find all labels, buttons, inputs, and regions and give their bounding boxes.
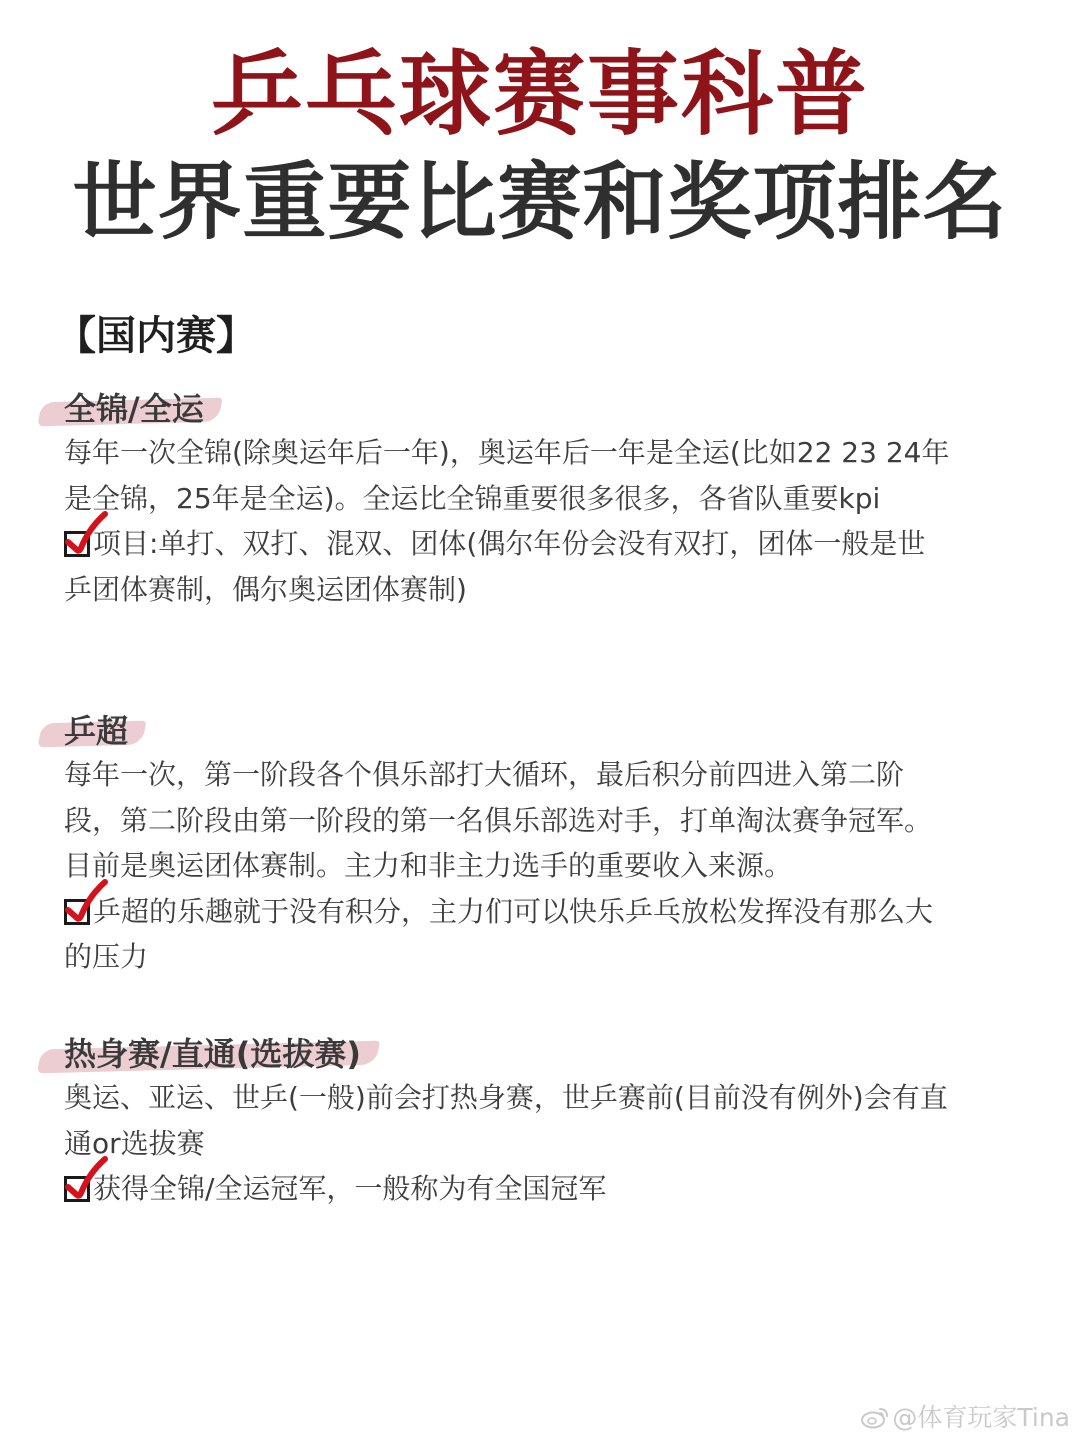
paragraph-line: 每年一次全锦(除奥运年后一年)，奥运年后一年是全运(比如22 23 24年	[64, 436, 950, 469]
red-check-mark-icon	[64, 531, 90, 557]
block-quanjin-quanyun	[64, 386, 1024, 612]
watermark-text: @体育玩家Tina	[892, 1403, 1070, 1432]
heading-wrap	[64, 386, 204, 432]
paragraph-line: 奥运、亚运、世乒(一般)前会打热身赛，世乒赛前(目前没有例外)会有直	[64, 1081, 948, 1114]
paragraph-line: 每年一次，第一阶段各个俱乐部打大循环，最后积分前四进入第二阶	[64, 758, 905, 791]
paragraph-line: 通or选拔赛	[64, 1126, 205, 1160]
heading-wrap	[64, 1031, 361, 1077]
block-heading: 热身赛/直通(选拔赛)	[64, 1035, 361, 1073]
check-line	[64, 889, 1024, 935]
page-subtitle: 世界重要比赛和奖项排名	[72, 153, 1008, 251]
red-check-mark-icon	[64, 899, 90, 925]
check-line-text: 项目:单打、双打、混双、团体(偶尔年份会没有双打，团体一般是世	[93, 527, 926, 560]
block-pingchao	[64, 708, 1024, 980]
heading-wrap	[64, 708, 128, 754]
paragraph-line: 目前是奥运团体赛制。主力和非主力选手的重要收入来源。	[64, 849, 793, 882]
check-line	[64, 521, 1024, 567]
paragraph-line: 乒团体赛制，偶尔奥运团体赛制)	[64, 572, 467, 606]
check-line-text: 乒超的乐趣就于没有积分，主力们可以快乐乒乓放松发挥没有那么大	[93, 894, 934, 928]
block-warmup-trials	[64, 1031, 1024, 1212]
block-heading: 乒超	[64, 712, 129, 750]
section-label-domestic: 【国内赛】	[56, 313, 256, 359]
red-check-mark-icon	[64, 1176, 90, 1202]
page-title: 乒乓球赛事科普	[210, 41, 869, 148]
watermark	[860, 1402, 1070, 1434]
paragraph-line: 是全锦，25年是全运)。全运比全锦重要很多很多，各省队重要kpi	[64, 481, 881, 515]
weibo-icon	[860, 1405, 890, 1429]
check-line-text: 获得全锦/全运冠军，一般称为有全国冠军	[93, 1172, 607, 1205]
paragraph-line: 段，第二阶段由第一阶段的第一名俱乐部选对手，打单淘汰赛争冠军。	[64, 803, 933, 837]
paragraph-line: 的压力	[64, 940, 149, 973]
check-line	[64, 1166, 1024, 1212]
block-heading: 全锦/全运	[64, 390, 204, 428]
